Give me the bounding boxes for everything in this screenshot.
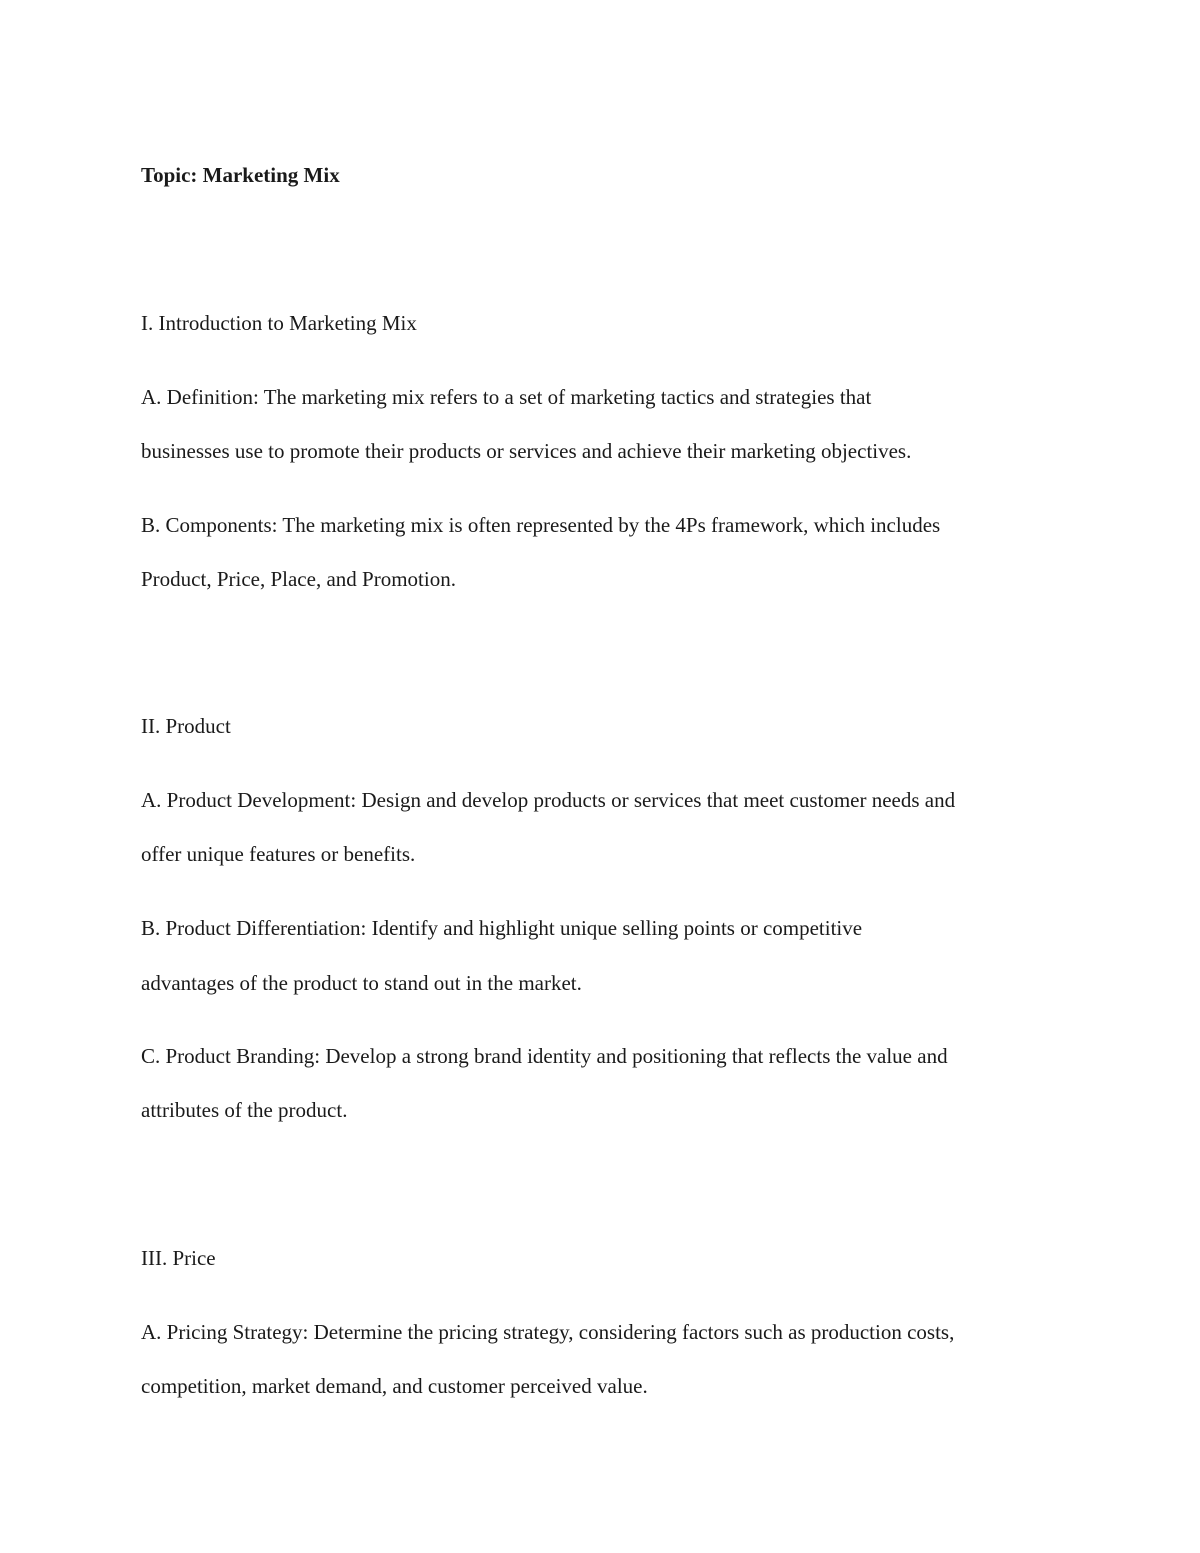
paragraph-line: businesses use to promote their products or services and achieve their marketing objectives.	[141, 439, 912, 463]
paragraph-line: Product, Price, Place, and Promotion.	[141, 567, 456, 591]
paragraph-line: A. Pricing Strategy: Determine the pricing strategy, considering factors such as production costs,	[141, 1320, 955, 1344]
paragraph-line: attributes of the product.	[141, 1098, 348, 1122]
paragraph-line: B. Components: The marketing mix is often represented by the 4Ps framework, which includes	[141, 513, 941, 537]
section-heading-price: III. Price	[141, 1246, 216, 1270]
paragraph-line: B. Product Differentiation: Identify and highlight unique selling points or competitive	[141, 916, 863, 940]
document-title: Topic: Marketing Mix	[141, 163, 340, 187]
paragraph-line: A. Product Development: Design and develop products or services that meet customer needs and	[141, 788, 956, 812]
paragraph-line: offer unique features or benefits.	[141, 842, 416, 866]
paragraph-line: C. Product Branding: Develop a strong brand identity and positioning that reflects the value and	[141, 1044, 948, 1068]
paragraph-line: advantages of the product to stand out in the market.	[141, 971, 582, 995]
paragraph-line: A. Definition: The marketing mix refers to a set of marketing tactics and strategies that	[141, 385, 872, 409]
section-heading-product: II. Product	[141, 714, 231, 738]
paragraph-line: competition, market demand, and customer perceived value.	[141, 1374, 648, 1398]
section-heading-introduction: I. Introduction to Marketing Mix	[141, 311, 417, 335]
